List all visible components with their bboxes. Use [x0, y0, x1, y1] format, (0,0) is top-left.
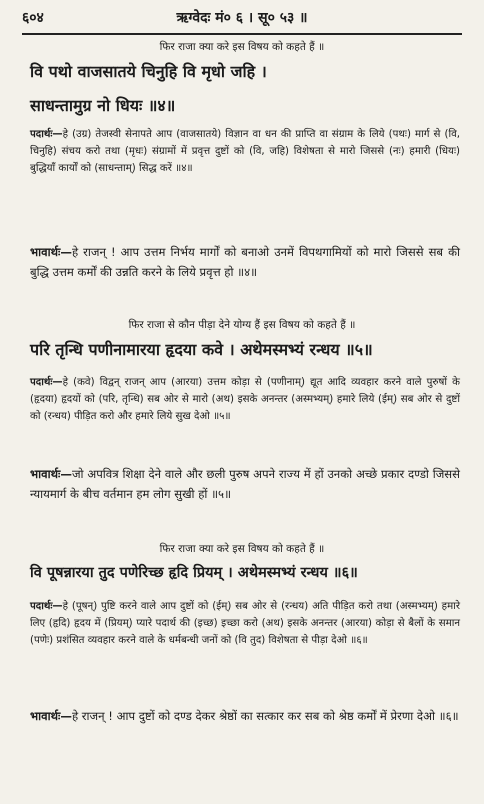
verse-line: साधन्तामुग्र नो धियः ॥४॥ — [30, 96, 176, 115]
bhavartha-text: हे राजन् ! आप उत्तम निर्भय मार्गों को बनाओ उनमें विपथगामियों को मारो जिससे सब की बुद्धि उत्तम कर्मों की उन्नति करने के लिये प्रवृत्त हो ॥४॥ — [30, 245, 460, 279]
verse-line: वि पूषन्नारया तुद पणेरिच्छ हृदि प्रियम् । अथेमस्मभ्यं रन्धय ॥६॥ — [30, 564, 358, 581]
padartha-text: हे (कवे) विद्वन् राजन् आप (आरया) उत्तम कोड़ा से (पणीनाम्) द्यूत आदि व्यवहार करने वाले पुरुषों के (हृदया) हृदयों को (परि, तृन्धि) सब ओर से मारो (अथ) इसके अनन्तर (अस्मभ्यम्) हमारे लिये (ईम्) सब ओर से दुष्टों को (रन्धय) पीड़ित करो और हमारे लिये सुख देओ ॥५॥ — [30, 377, 460, 422]
verse-line: परि तृन्धि पणीनामारया हृदया कवे । अथेमस्मभ्यं रन्धय ॥५॥ — [30, 340, 373, 359]
padartha-label: पदार्थः— — [30, 129, 63, 140]
page-header — [22, 8, 462, 30]
bhavartha-label: भावार्थः— — [30, 245, 72, 259]
page-title: ऋग्वेदः मं० ६ । सू० ५३ ॥ — [176, 10, 308, 26]
bhavartha-label: भावार्थः— — [30, 467, 72, 481]
bhavartha-text: जो अपवित्र शिक्षा देने वाले और छली पुरुष अपने राज्य में हों उनको अच्छे प्रकार दण्डो जिससे न्यायमार्ग के बीच वर्तमान हम लोग सुखी हों ॥५॥ — [30, 467, 460, 501]
page-number: ६०४ — [22, 10, 44, 26]
bhavartha-paragraph — [30, 706, 460, 726]
header-rule — [22, 33, 462, 35]
verse-line: वि पथो वाजसातये चिनुहि वि मृधो जहि । — [30, 62, 267, 81]
bhavartha-paragraph — [30, 242, 460, 282]
padartha-paragraph — [30, 598, 460, 649]
padartha-label: पदार्थः— — [30, 377, 63, 388]
bhavartha-paragraph — [30, 464, 460, 504]
padartha-label: पदार्थः— — [30, 601, 63, 612]
bhavartha-text: हे राजन् ! आप दुष्टों को दण्ड देकर श्रेष्ठों का सत्कार कर सब को श्रेष्ठ कर्मों में प्रेरणा देओ ॥६॥ — [71, 709, 459, 723]
bhavartha-label: भावार्थः— — [30, 709, 72, 723]
section-intro: फिर राजा क्या करे इस विषय को कहते हैं ॥ — [159, 41, 325, 53]
padartha-text: हे (उग्र) तेजस्वी सेनापते आप (वाजसातये) विज्ञान वा धन की प्राप्ति वा संग्राम के लिये (पथः) मार्ग से (वि, चिनुहि) संचय करो तथा (मृधः) संग्रामों में प्रवृत्त दुष्टों को (वि, जहि) विशेषता से मारो जिससे (नः) हमारी (धियः) बुद्धियाँ कार्यों को (साधन्ताम्) सिद्ध करें ॥४॥ — [30, 129, 460, 174]
padartha-paragraph — [30, 126, 460, 177]
padartha-paragraph — [30, 374, 460, 425]
padartha-text: हे (पूषन्) पुष्टि करने वाले आप दुष्टों को (ईम्) सब ओर से (रन्धय) अति पीड़ित करो तथा (अस्मभ्यम्) हमारे लिए (हृदि) हृदय में (प्रियम्) प्यारे पदार्थ की (इच्छ) इच्छा करो (अथ) इसके अनन्तर (आरया) कोड़ा से बैलों के समान (पणेः) प्रशंसित व्यवहार करने वाले के धर्मबन्धी जनों को (वि तुद) विशेषता से पीड़ा देओ ॥६॥ — [30, 601, 460, 646]
section-intro: फिर राजा क्या करे इस विषय को कहते हैं ॥ — [159, 543, 325, 555]
section-intro: फिर राजा से कौन पीड़ा देने योग्य हैं इस विषय को कहते हैं ॥ — [128, 319, 356, 331]
